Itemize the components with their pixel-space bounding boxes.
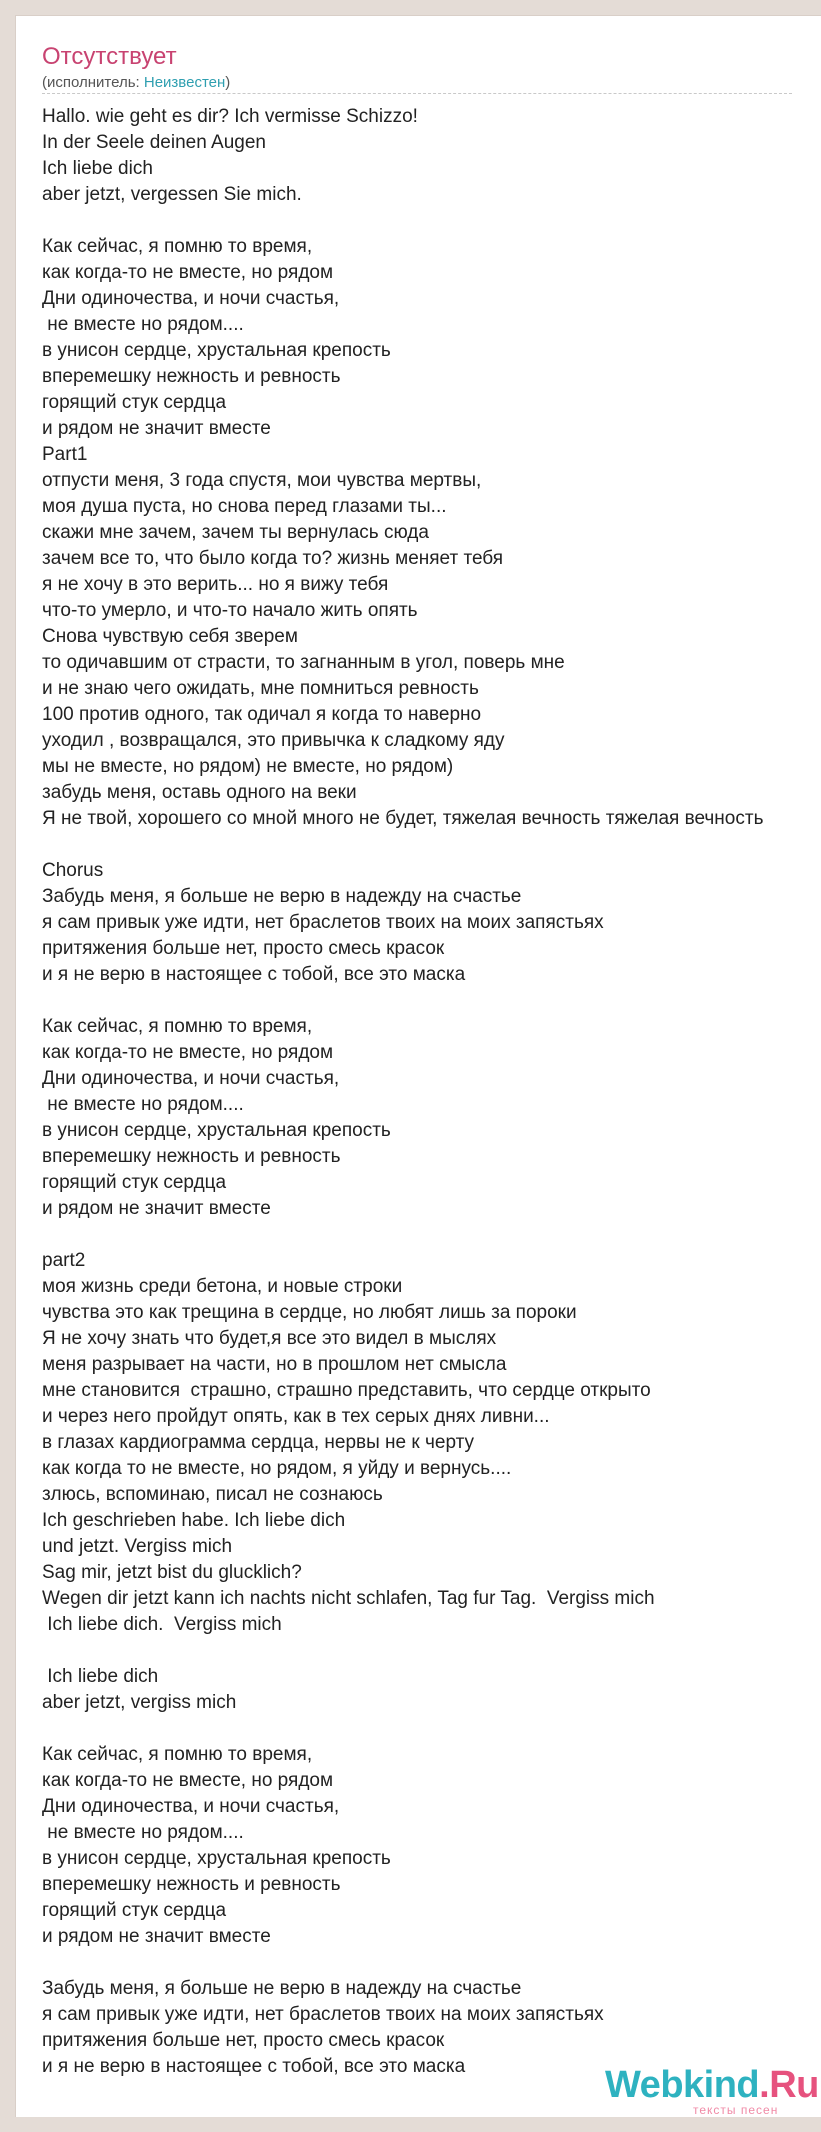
lyric-line: Как сейчас, я помню то время, xyxy=(42,1016,313,1037)
artist-prefix: (исполнитель: xyxy=(42,74,144,91)
lyric-line: part2 xyxy=(42,1250,86,1271)
lyric-line: aber jetzt, vergessen Sie mich. xyxy=(42,184,302,205)
lyric-line: и рядом не значит вместе xyxy=(42,1198,271,1219)
lyric-line: я сам привык уже идти, нет браслетов твоих на моих запястьях xyxy=(42,912,604,933)
lyric-line: то одичавшим от страсти, то загнанным в угол, поверь мне xyxy=(42,652,565,673)
webkind-logo[interactable] xyxy=(605,2063,819,2117)
lyric-line: отпусти меня, 3 года спустя, мои чувства мертвы, xyxy=(42,470,482,491)
lyric-line: притяжения больше нет, просто смесь красок xyxy=(42,938,445,959)
lyric-line xyxy=(42,988,821,1014)
lyric-line: как когда то не вместе, но рядом, я уйду и вернусь.... xyxy=(42,1458,512,1479)
lyric-line xyxy=(42,832,821,858)
lyric-line: мы не вместе, но рядом) не вместе, но рядом) xyxy=(42,756,454,777)
lyric-line: злюсь, вспоминаю, писал не сознаюсь xyxy=(42,1484,383,1505)
lyric-line: чувства это как трещина в сердце, но любят лишь за пороки xyxy=(42,1302,577,1323)
lyric-line: вперемешку нежность и ревность xyxy=(42,1146,341,1167)
lyric-line xyxy=(42,1716,821,1742)
lyric-line: Ich geschrieben habe. Ich liebe dich xyxy=(42,1510,346,1531)
lyric-line: горящий стук сердца xyxy=(42,392,227,413)
lyric-line: не вместе но рядом.... xyxy=(42,314,244,335)
lyric-line xyxy=(42,208,821,234)
lyric-line: скажи мне зачем, зачем ты вернулась сюда xyxy=(42,522,429,543)
lyric-line: не вместе но рядом.... xyxy=(42,1094,244,1115)
lyric-line: Забудь меня, я больше не верю в надежду на счастье xyxy=(42,886,522,907)
lyric-line: забудь меня, оставь одного на веки xyxy=(42,782,357,803)
artist-line xyxy=(42,73,230,93)
lyric-line: вперемешку нежность и ревность xyxy=(42,366,341,387)
lyric-line xyxy=(42,1222,821,1248)
lyric-line: Как сейчас, я помню то время, xyxy=(42,1744,313,1765)
lyric-line: Part1 xyxy=(42,444,88,465)
lyric-line: не вместе но рядом.... xyxy=(42,1822,244,1843)
lyric-line: Дни одиночества, и ночи счастья, xyxy=(42,1796,340,1817)
lyric-line: я сам привык уже идти, нет браслетов твоих на моих запястьях xyxy=(42,2004,604,2025)
lyric-line: 100 против одного, так одичал я когда то наверно xyxy=(42,704,482,725)
lyric-line: и я не верю в настоящее с тобой, все это маска xyxy=(42,2056,466,2077)
lyric-line: Ich liebe dich xyxy=(42,1666,159,1687)
artist-suffix: ) xyxy=(225,74,231,91)
lyric-line: Снова чувствую себя зверем xyxy=(42,626,298,647)
lyric-line: в глазах кардиограмма сердца, нервы не к черту xyxy=(42,1432,475,1453)
lyric-line: моя жизнь среди бетона, и новые строки xyxy=(42,1276,403,1297)
lyric-line: Дни одиночества, и ночи счастья, xyxy=(42,1068,340,1089)
lyric-line: в унисон сердце, хрустальная крепость xyxy=(42,340,391,361)
lyric-line: и не знаю чего ожидать, мне помниться ревность xyxy=(42,678,479,699)
lyric-line: вперемешку нежность и ревность xyxy=(42,1874,341,1895)
lyric-line: горящий стук сердца xyxy=(42,1900,227,1921)
lyric-line: я не хочу в это верить... но я вижу тебя xyxy=(42,574,389,595)
lyric-line xyxy=(42,1950,821,1976)
lyric-line: Sag mir, jetzt bist du glucklich? xyxy=(42,1562,302,1583)
lyric-line: уходил , возвращался, это привычка к сладкому яду xyxy=(42,730,505,751)
lyric-line: In der Seele deinen Augen xyxy=(42,132,266,153)
lyric-line: в унисон сердце, хрустальная крепость xyxy=(42,1848,391,1869)
lyric-line: что-то умерло, и что-то начало жить опять xyxy=(42,600,418,621)
artist-link[interactable]: Неизвестен xyxy=(143,74,226,91)
lyric-line: зачем все то, что было когда то? жизнь меняет тебя xyxy=(42,548,504,569)
lyric-line: мне становится страшно, страшно представить, что сердце открыто xyxy=(42,1380,651,1401)
lyric-line: Hallo. wie geht es dir? Ich vermisse Schizzo! xyxy=(42,106,418,127)
lyric-line: меня разрывает на части, но в прошлом нет смысла xyxy=(42,1354,507,1375)
lyric-line: Chorus xyxy=(42,860,104,881)
lyric-line: und jetzt. Vergiss mich xyxy=(42,1536,233,1557)
lyric-line: Ich liebe dich. Vergiss mich xyxy=(42,1614,282,1635)
lyric-line: Я не твой, хорошего со мной много не будет, тяжелая вечность тяжелая вечность xyxy=(42,808,764,829)
lyric-line: aber jetzt, vergiss mich xyxy=(42,1692,237,1713)
lyrics-text xyxy=(42,104,821,2080)
lyric-line: как когда-то не вместе, но рядом xyxy=(42,1770,334,1791)
lyric-line: Забудь меня, я больше не верю в надежду на счастье xyxy=(42,1978,522,1999)
logo-wordmark xyxy=(605,2063,819,2107)
lyric-line: в унисон сердце, хрустальная крепость xyxy=(42,1120,391,1141)
lyric-line: моя душа пуста, но снова перед глазами ты... xyxy=(42,496,447,517)
logo-domain: .Ru xyxy=(759,2064,819,2106)
lyric-line: Ich liebe dich xyxy=(42,158,153,179)
lyric-line: Я не хочу знать что будет,я все это видел в мыслях xyxy=(42,1328,497,1349)
song-title: Отсутствует xyxy=(42,43,177,70)
lyric-line: и рядом не значит вместе xyxy=(42,418,271,439)
lyrics-card xyxy=(15,15,821,2117)
lyric-line: горящий стук сердца xyxy=(42,1172,227,1193)
title-divider xyxy=(42,93,792,94)
logo-name: Webkind xyxy=(605,2064,760,2106)
lyric-line: как когда-то не вместе, но рядом xyxy=(42,262,334,283)
lyric-line xyxy=(42,1638,821,1664)
lyric-line: Как сейчас, я помню то время, xyxy=(42,236,313,257)
logo-tagline: тексты песен xyxy=(693,2103,779,2117)
lyric-line: и рядом не значит вместе xyxy=(42,1926,271,1947)
lyric-line: и через него пройдут опять, как в тех серых днях ливни... xyxy=(42,1406,550,1427)
lyric-line: Дни одиночества, и ночи счастья, xyxy=(42,288,340,309)
lyric-line: как когда-то не вместе, но рядом xyxy=(42,1042,334,1063)
lyric-line: притяжения больше нет, просто смесь красок xyxy=(42,2030,445,2051)
lyric-line: Wegen dir jetzt kann ich nachts nicht schlafen, Tag fur Tag. Vergiss mich xyxy=(42,1588,655,1609)
lyric-line: и я не верю в настоящее с тобой, все это маска xyxy=(42,964,466,985)
